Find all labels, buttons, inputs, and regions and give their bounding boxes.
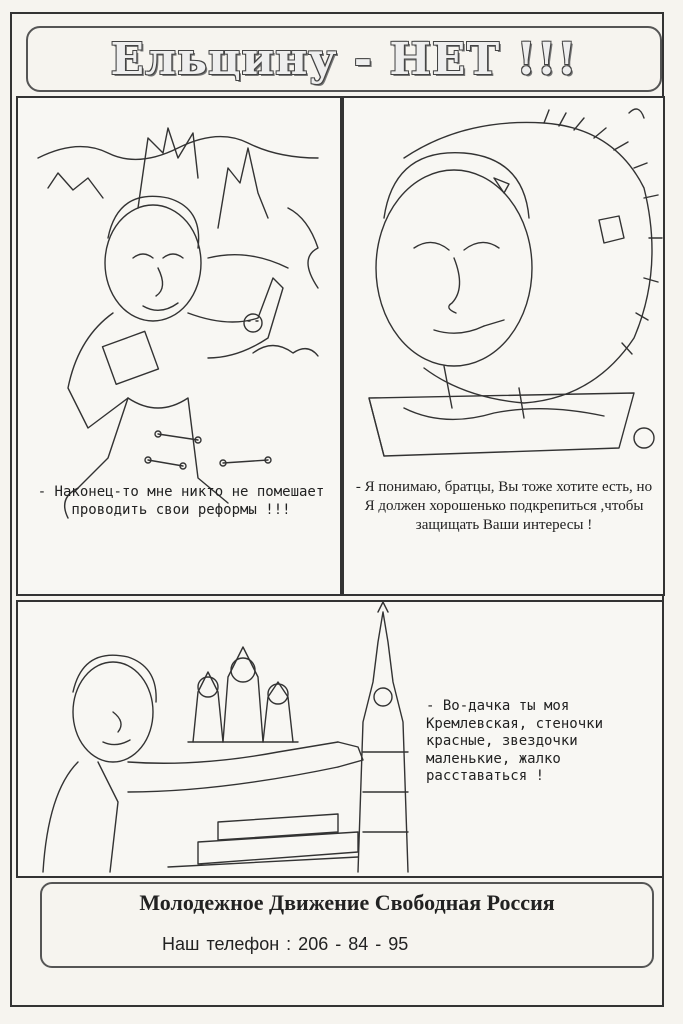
phone-number: Наш телефон : 206 - 84 - 95 [162,934,409,954]
organization-name: Молодежное Движение Свободная Россия [139,890,555,915]
panel2-caption: - Я понимаю, братцы, Вы тоже хотите есть, но Я должен хорошенько подкрепиться ,чтобы защищать Ваши интересы ! [355,479,653,533]
panel3-caption: - Во-дачка ты моя Кремлевская, стеночки красные, звездочки маленькие, жалко расставаться ! [426,698,604,784]
panel1-caption: - Наконец-то мне никто не помешает проводить свои реформы !!! [37,484,325,518]
poster-title: Ельцину - НЕТ !!! [110,33,578,85]
title-banner [26,26,662,92]
footer-banner [40,882,654,968]
cartoon-panel-1 [16,96,342,596]
yeltsin-ruins-drawing [18,98,344,598]
